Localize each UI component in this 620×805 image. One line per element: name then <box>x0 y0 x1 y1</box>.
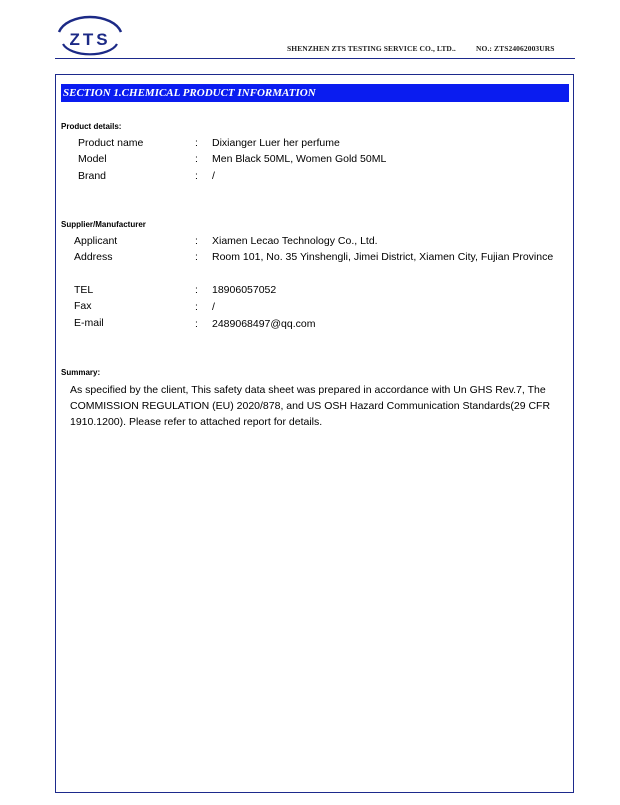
summary-text: As specified by the client, This safety data sheet was prepared in accordance with Un GHS Rev.7, The COMMISSION REGULATION (EU) 2020/878, and US OSH Hazard Communication Standards(29 CFR 1910.1200). Please refer to attached report for details. <box>70 384 551 428</box>
report-number: NO.: ZTS24062003URS <box>476 44 555 53</box>
product-details-heading: Product details: <box>61 122 122 131</box>
model-value: Men Black 50ML, Women Gold 50ML <box>212 153 387 165</box>
tel-label: TEL <box>74 284 94 296</box>
supplier-heading: Supplier/Manufacturer <box>61 220 146 229</box>
email-value: 2489068497@qq.com <box>212 318 316 330</box>
applicant-label: Applicant <box>74 235 118 247</box>
section-header-bar <box>61 84 569 102</box>
fax-sep: : <box>195 301 198 313</box>
section-title: SECTION 1.CHEMICAL PRODUCT INFORMATION <box>63 87 316 99</box>
address-label: Address <box>74 251 113 263</box>
company-name: SHENZHEN ZTS TESTING SERVICE CO., LTD.. <box>287 44 456 53</box>
address-value: Room 101, No. 35 Yinshengli, Jimei District, Xiamen City, Fujian Province <box>212 251 554 263</box>
applicant-sep: : <box>195 235 198 247</box>
product-name-label: Product name <box>78 137 144 149</box>
tel-sep: : <box>195 284 198 296</box>
logo-text: ZTS <box>69 30 111 49</box>
product-name-sep: : <box>195 137 198 149</box>
page-frame <box>55 74 574 793</box>
tel-value: 18906057052 <box>212 284 277 296</box>
fax-value: / <box>212 301 215 313</box>
zts-logo <box>55 14 125 58</box>
header-divider <box>55 58 575 59</box>
address-sep: : <box>195 251 198 263</box>
model-sep: : <box>195 153 198 165</box>
product-name-value: Dixianger Luer her perfume <box>212 137 340 149</box>
email-label: E-mail <box>74 317 104 329</box>
summary-heading: Summary: <box>61 368 101 377</box>
brand-label: Brand <box>78 170 107 182</box>
model-label: Model <box>78 153 107 165</box>
applicant-value: Xiamen Lecao Technology Co., Ltd. <box>212 235 378 247</box>
email-sep: : <box>195 318 198 330</box>
brand-sep: : <box>195 170 198 182</box>
fax-label: Fax <box>74 300 92 312</box>
brand-value: / <box>212 170 215 182</box>
